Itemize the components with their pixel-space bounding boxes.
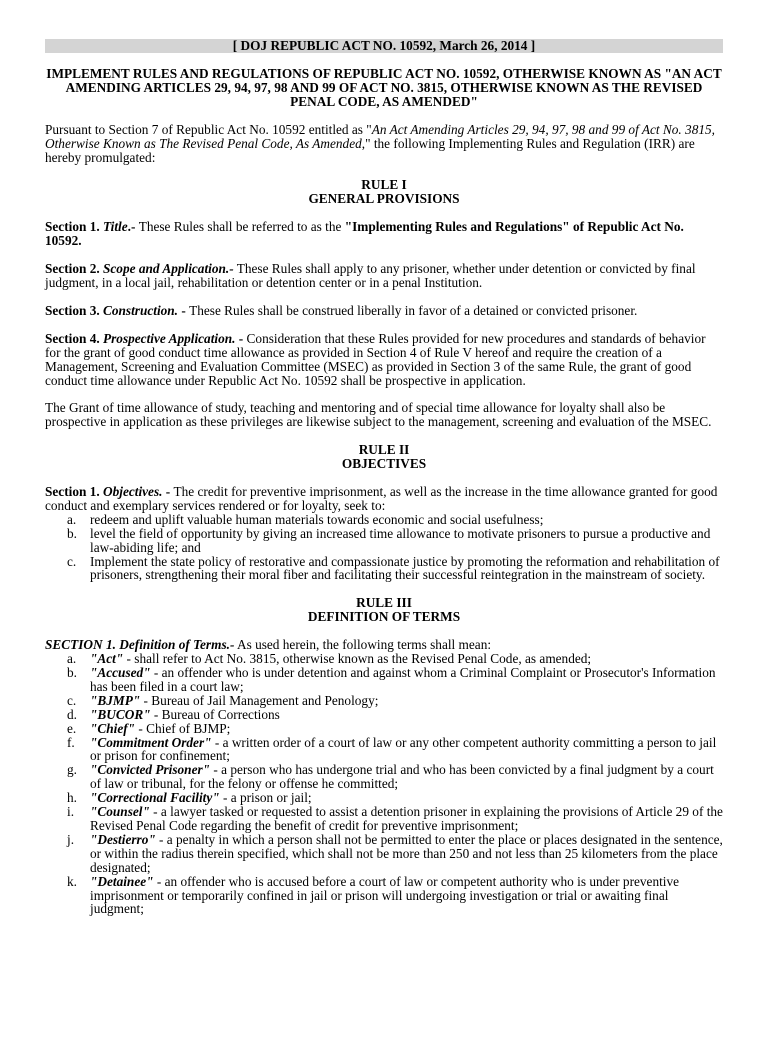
- section-emphasis: "Implementing Rules and Regulations" of Republic Act No. 10592.: [45, 219, 684, 249]
- rule-1-heading: [45, 178, 723, 206]
- defined-term: "Accused": [90, 665, 151, 680]
- defined-term: "BJMP": [90, 692, 141, 708]
- definitions-list: [45, 652, 723, 916]
- section-title: Scope and Application.-: [103, 261, 234, 277]
- rule-2-section-1: [45, 485, 723, 513]
- rule-number: RULE I: [361, 177, 407, 193]
- list-marker: a.: [67, 511, 77, 527]
- section-text: As used herein, the following terms shall mean:: [234, 637, 492, 653]
- rule-title: GENERAL PROVISIONS: [308, 191, 460, 207]
- section-label: Section 1.: [45, 219, 100, 235]
- section-title: Objectives.: [103, 484, 163, 500]
- list-item: [45, 722, 723, 736]
- list-item-text: Implement the state policy of restorative and compassionate justice by promoting the reformation and rehabilitation of prisoners, strengthening their moral fiber and facilitating their successful reintegration in the mainstream of society.: [90, 553, 720, 583]
- list-marker: c.: [67, 692, 77, 708]
- list-item: [45, 805, 723, 833]
- intro-paragraph: [45, 123, 723, 165]
- list-marker: h.: [67, 790, 77, 806]
- list-marker: d.: [67, 706, 77, 722]
- term-definition: - Bureau of Jail Management and Penology;: [140, 692, 379, 708]
- term-definition: - shall refer to Act No. 3815, otherwise known as the Revised Penal Code, as amended;: [123, 651, 592, 667]
- list-item: [45, 791, 723, 805]
- objectives-list: [45, 513, 723, 583]
- section-text: Consideration that these Rules provided for new procedures and standards of behavior for the grant of good conduct time allowance as provided in Section 4 of Rule V hereof and require the creation of a Management, Screening and Evaluation Committee (MSEC) as provided in Section 3 of the same Rule, the grant of good conduct time allowance under Republic Act No. 10592 shall be prospective in application.: [45, 330, 706, 388]
- rule-1-section-3: [45, 304, 723, 318]
- rule-1-section-4: [45, 332, 723, 388]
- defined-term: "Detainee": [90, 873, 154, 889]
- act-title: An Act Amending Articles 29, 94, 97, 98 and 99 of Act No. 3815, Otherwise Known as The Revised Penal Code, As Amended: [45, 121, 715, 151]
- term-definition: - a person who has undergone trial and who has been convicted by a final judgment by a court of law or tribunal, for the felony or offense he committed;: [90, 762, 714, 792]
- section-separator: -: [235, 330, 247, 346]
- rule-number: RULE III: [356, 595, 412, 611]
- defined-term: "BUCOR": [90, 706, 151, 722]
- list-item: [45, 652, 723, 666]
- list-item: [45, 694, 723, 708]
- list-item: [45, 666, 723, 694]
- term-definition: - a lawyer tasked or requested to assist a detention prisoner in explaining the provisions of Article 29 of the Revised Penal Code regarding the benefit of credit for preventive imprisonment;: [90, 804, 723, 833]
- section-label: Section 1.: [45, 484, 100, 500]
- section-title: SECTION 1. Definition of Terms.-: [45, 637, 235, 653]
- rule-number: RULE II: [358, 442, 410, 458]
- defined-term: "Destierro": [90, 831, 156, 847]
- defined-term: "Counsel": [90, 804, 150, 820]
- section-title: Prospective Application.: [103, 330, 236, 346]
- list-item: [45, 833, 723, 875]
- section-text: The credit for preventive imprisonment, as well as the increase in the time allowance granted for good conduct and exemplary services rendered or for loyalty, seek to:: [45, 484, 718, 513]
- intro-text-end: ," the following Implementing Rules and Regulation (IRR) are hereby promulgated:: [45, 135, 695, 165]
- term-definition: - a written order of a court of law or any other competent authority committing a person to jail or prison for confinement;: [90, 734, 717, 764]
- section-title: Construction.: [103, 302, 179, 318]
- grant-paragraph: The Grant of time allowance of study, teaching and mentoring and of special time allowance for loyalty shall also be prospective in application as these privileges are likewise subject to the management, screening and evaluation of the MSEC.: [45, 400, 712, 430]
- section-label: Section 2.: [45, 261, 100, 277]
- list-marker: j.: [67, 831, 75, 847]
- term-definition: - an offender who is accused before a court of law or competent authority who is under preventive imprisonment or temporarily confined in jail or prison will undergoing investigation or trial or awaiting final judgment;: [90, 873, 680, 917]
- rule-title: OBJECTIVES: [341, 456, 427, 472]
- section-label: Section 4.: [45, 330, 100, 346]
- list-item: [45, 527, 723, 555]
- defined-term: "Commitment Order": [90, 734, 212, 750]
- term-definition: - an offender who is under detention and against whom a Criminal Complaint or Prosecutor's Information has been filed in a court law;: [90, 665, 716, 694]
- document-page: [0, 39, 768, 916]
- list-item: [45, 875, 723, 917]
- rule-3-heading: [45, 596, 723, 624]
- term-definition: - Bureau of Corrections: [150, 706, 280, 722]
- section-separator: -: [162, 484, 174, 500]
- list-marker: g.: [67, 762, 77, 778]
- rule-3-section-1: [45, 638, 723, 652]
- list-marker: c.: [67, 553, 77, 569]
- document-banner: [ DOJ REPUBLIC ACT NO. 10592, March 26, 2014 ]: [45, 39, 723, 53]
- defined-term: "Act": [90, 651, 124, 667]
- list-marker: f.: [67, 734, 75, 750]
- list-item-text: level the field of opportunity by giving an increased time allowance to motivate prisoners to pursue a productive and law-abiding life; and: [90, 525, 711, 555]
- list-item: [45, 513, 723, 527]
- defined-term: "Convicted Prisoner": [90, 762, 211, 778]
- rule-title: DEFINITION OF TERMS: [307, 609, 461, 625]
- list-item: [45, 555, 723, 583]
- term-definition: - Chief of BJMP;: [135, 720, 231, 736]
- section-text: These Rules shall apply to any prisoner, whether under detention or convicted by final judgment, in a local jail, rehabilitation or detention center or in a penal Institution.: [45, 261, 696, 290]
- section-title: Title: [103, 219, 128, 235]
- list-marker: i.: [67, 804, 75, 820]
- section-text: These Rules shall be referred to as the: [138, 219, 345, 235]
- defined-term: "Correctional Facility": [90, 790, 220, 806]
- section-separator: -: [178, 302, 190, 318]
- list-marker: a.: [67, 651, 77, 667]
- defined-term: "Chief": [90, 720, 136, 736]
- term-definition: - a prison or jail;: [219, 790, 312, 806]
- section-text: These Rules shall be construed liberally in favor of a detained or convicted prisoner.: [189, 302, 638, 318]
- section-label: Section 3.: [45, 302, 100, 318]
- term-definition: - a penalty in which a person shall not be permitted to enter the place or places designated in the sentence, or within the radius therein specified, which shall not be more than 250 and not less than 25 kilometers from the place designated;: [90, 831, 723, 875]
- list-item: [45, 736, 723, 764]
- section-separator: .-: [127, 219, 139, 235]
- rule-1-section-2: [45, 262, 723, 290]
- list-marker: b.: [67, 665, 77, 680]
- list-marker: e.: [67, 720, 77, 736]
- list-item: [45, 763, 723, 791]
- list-marker: k.: [67, 873, 77, 889]
- list-marker: b.: [67, 525, 77, 541]
- rule-1-section-1: [45, 220, 723, 248]
- list-item-text: redeem and uplift valuable human materials towards economic and social usefulness;: [90, 511, 544, 527]
- list-item: [45, 708, 723, 722]
- rule-2-heading: [45, 443, 723, 471]
- intro-text: Pursuant to Section 7 of Republic Act No. 10592 entitled as ": [45, 121, 372, 137]
- document-title: IMPLEMENT RULES AND REGULATIONS OF REPUBLIC ACT NO. 10592, OTHERWISE KNOWN AS "AN ACT AMENDING ARTICLES 29, 94, 97, 98 AND 99 OF ACT NO. 3815, OTHERWISE KNOWN AS THE REVISED PENAL CODE, AS AMENDED": [46, 66, 722, 109]
